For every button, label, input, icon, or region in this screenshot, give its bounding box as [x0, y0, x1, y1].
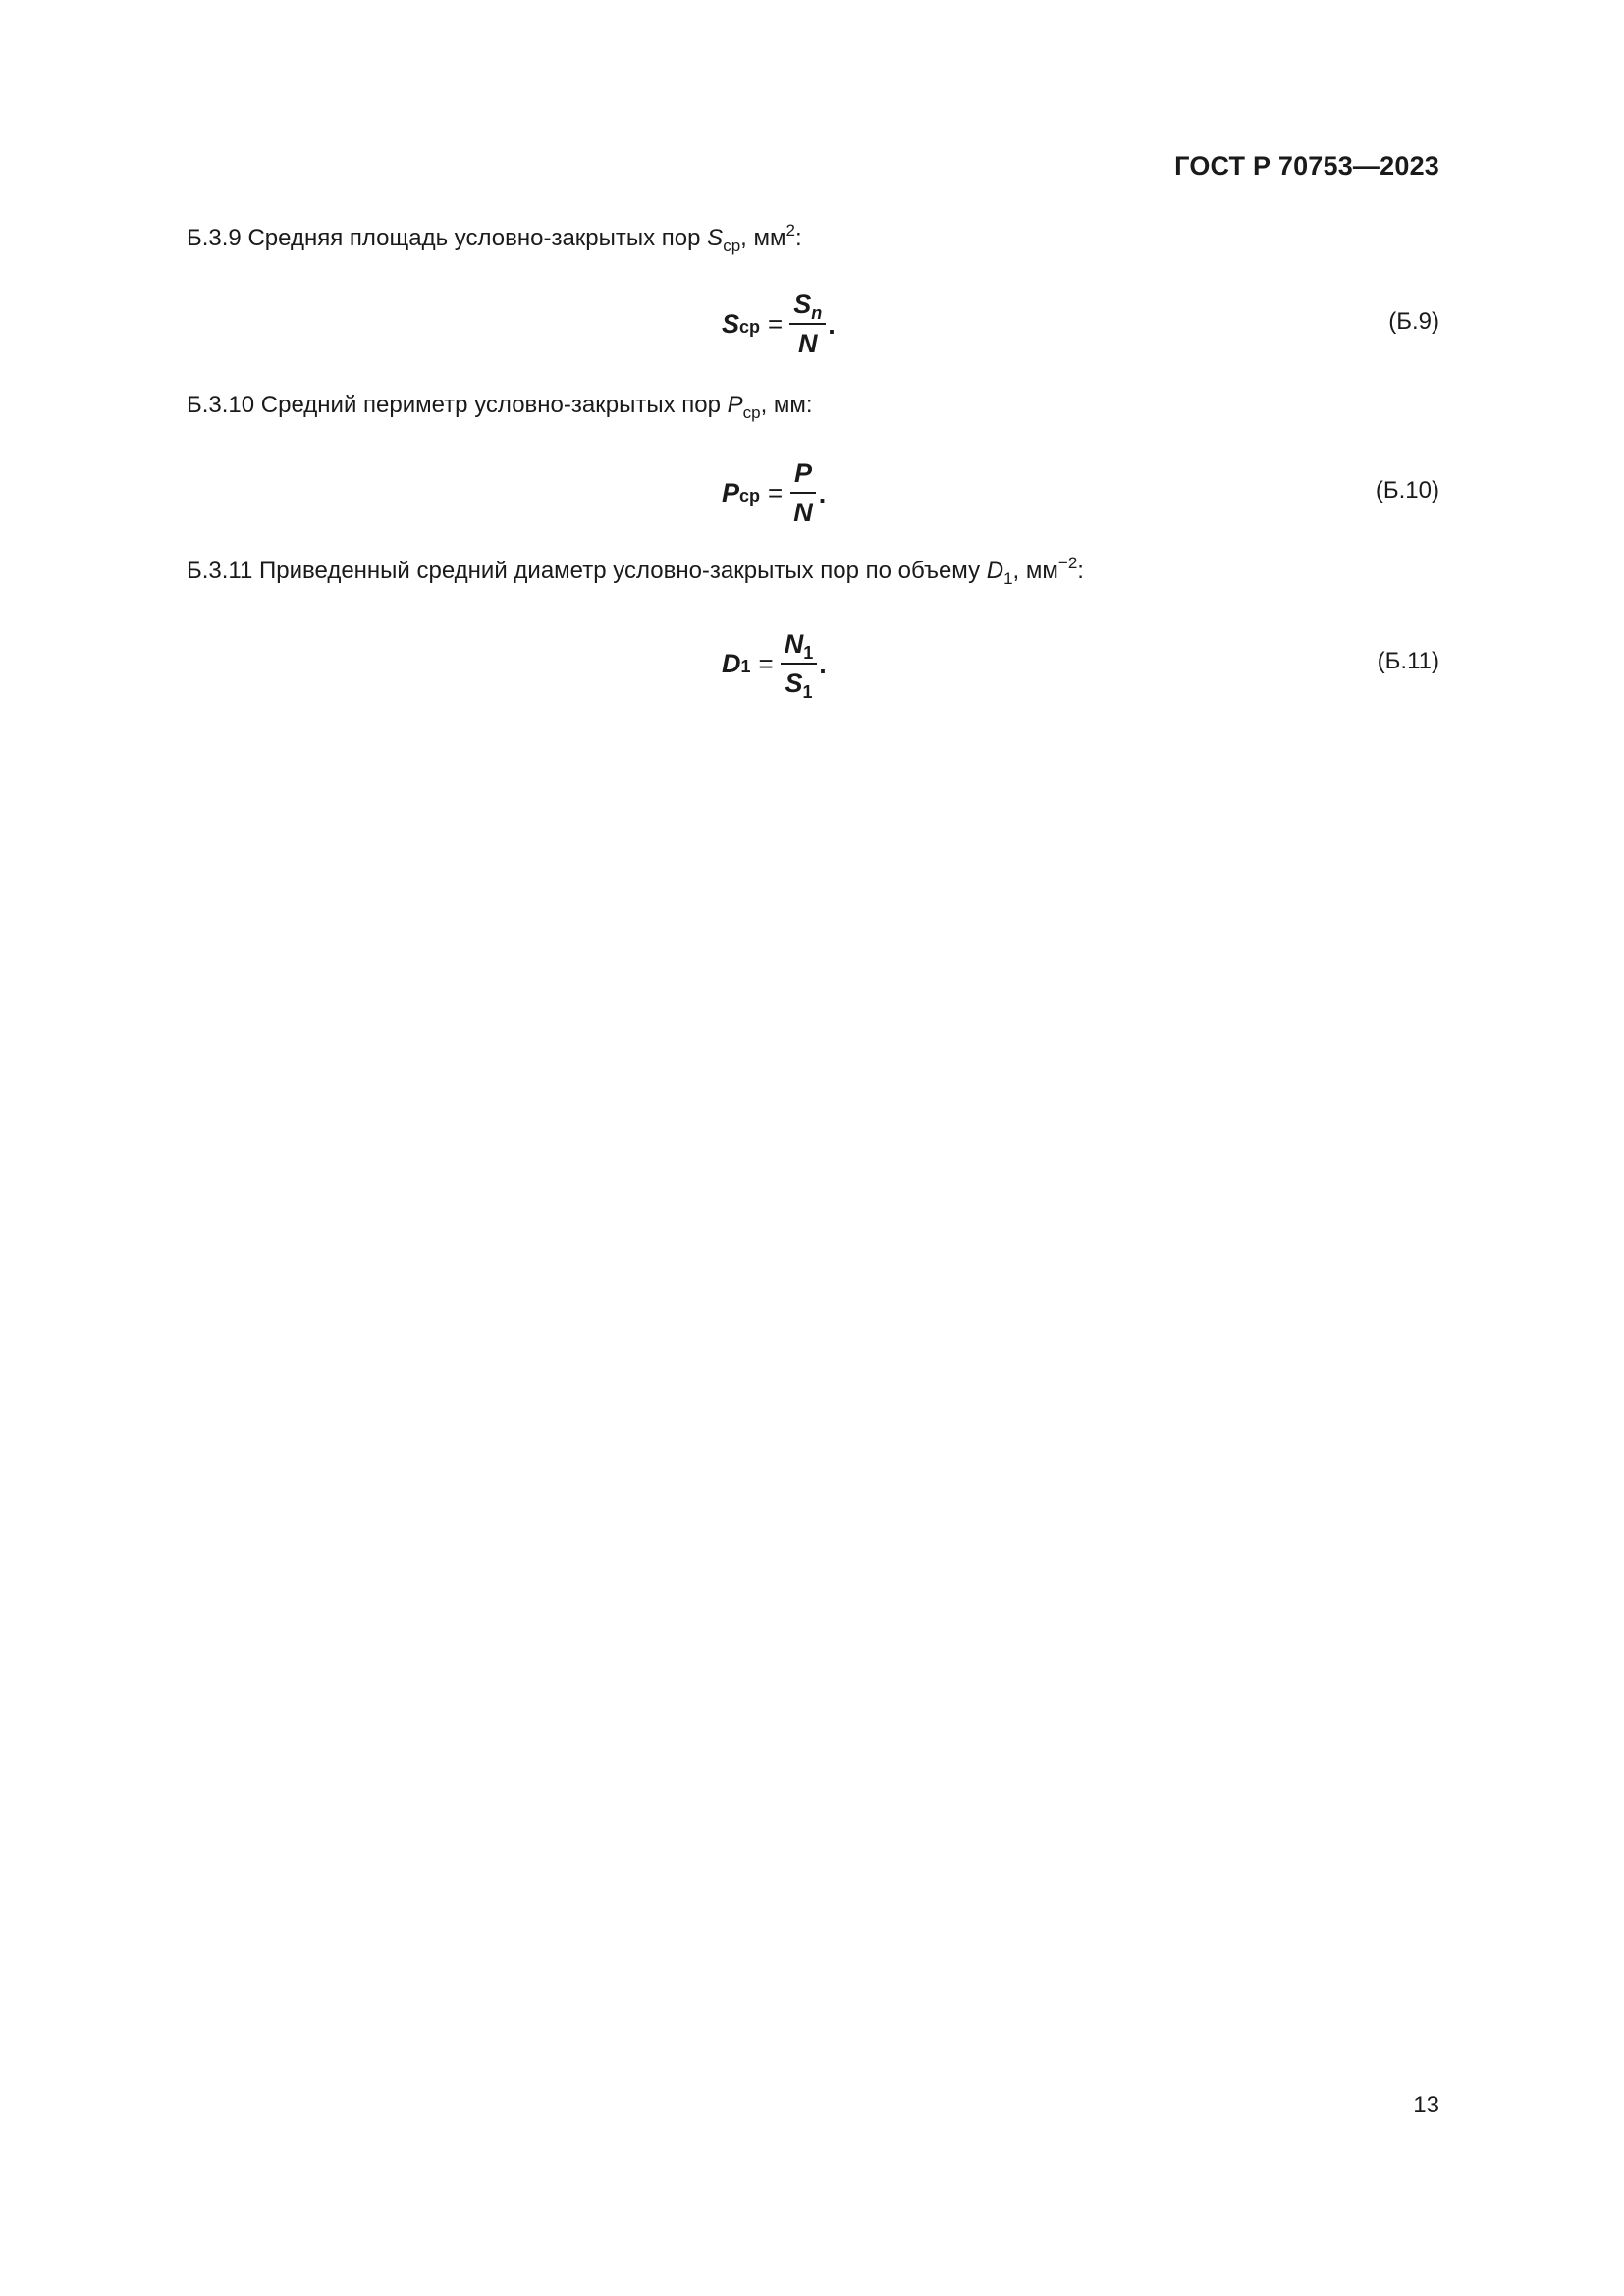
equation	[722, 624, 827, 703]
symbol-subscript: ср	[723, 237, 741, 255]
equation-lhs: D 1	[722, 648, 751, 678]
symbol: P	[727, 392, 743, 418]
formula-b-10	[0, 454, 1624, 532]
equation-period: .	[819, 649, 827, 679]
numerator-subscript: n	[811, 303, 823, 323]
fraction	[789, 457, 817, 528]
equals-sign: =	[768, 308, 784, 339]
paragraph-text: Б.3.9 Средняя площадь условно-закрытых пор	[187, 225, 708, 251]
unit-text: , мм	[1012, 558, 1058, 584]
numerator-symbol: N	[784, 629, 804, 659]
equals-sign: =	[758, 648, 774, 678]
unit-superscript: 2	[785, 221, 795, 240]
paragraph-b-3-9	[187, 221, 802, 255]
equation-lhs: P ср	[722, 477, 761, 507]
denominator-symbol: S	[785, 668, 803, 698]
lhs-symbol: D	[722, 648, 741, 678]
fraction	[789, 289, 826, 359]
equation-period: .	[828, 309, 836, 340]
equation-number: (Б.11)	[1377, 648, 1439, 674]
unit-text: , мм	[740, 225, 786, 251]
formula-b-11	[0, 624, 1624, 703]
fraction-denominator	[794, 325, 822, 359]
paragraph-text: Б.3.10 Средний периметр условно-закрытых пор	[187, 392, 728, 418]
numerator-subscript: 1	[803, 643, 814, 663]
paragraph-colon: :	[1077, 558, 1084, 584]
formula-b-9	[0, 285, 1624, 363]
numerator-symbol: S	[793, 290, 812, 319]
symbol-subscript: ср	[742, 403, 761, 422]
fraction-numerator	[790, 457, 816, 494]
equation	[722, 454, 826, 532]
equals-sign: =	[768, 477, 784, 507]
unit-superscript: −2	[1057, 554, 1078, 572]
equation	[722, 285, 836, 363]
page-number: 13	[1413, 2092, 1439, 2118]
fraction-numerator	[781, 628, 818, 665]
denominator-symbol: N	[797, 329, 818, 358]
lhs-symbol: S	[722, 308, 740, 339]
equation-period: .	[818, 478, 827, 508]
document-header: ГОСТ Р 70753—2023	[1174, 151, 1439, 181]
lhs-symbol: P	[722, 477, 740, 507]
fraction-denominator	[781, 665, 816, 702]
paragraph-text: Б.3.11 Приведенный средний диаметр условно-закрытых пор по объему	[187, 558, 987, 584]
symbol-subscript: 1	[1003, 569, 1013, 588]
fraction-numerator	[789, 289, 826, 325]
denominator-symbol: N	[793, 498, 813, 527]
symbol: D	[986, 558, 1004, 584]
equation-number: (Б.10)	[1375, 477, 1439, 504]
fraction-denominator	[789, 494, 817, 528]
paragraph-b-3-11	[187, 554, 1084, 588]
equation-lhs: S ср	[722, 308, 761, 339]
paragraph-colon: :	[794, 225, 802, 251]
denominator-subscript: 1	[802, 682, 813, 702]
equation-number: (Б.9)	[1388, 308, 1439, 335]
paragraph-b-3-10	[187, 391, 813, 420]
unit-text: , мм:	[760, 392, 813, 418]
symbol: S	[707, 225, 724, 251]
numerator-symbol: P	[793, 458, 812, 488]
fraction	[781, 628, 818, 702]
